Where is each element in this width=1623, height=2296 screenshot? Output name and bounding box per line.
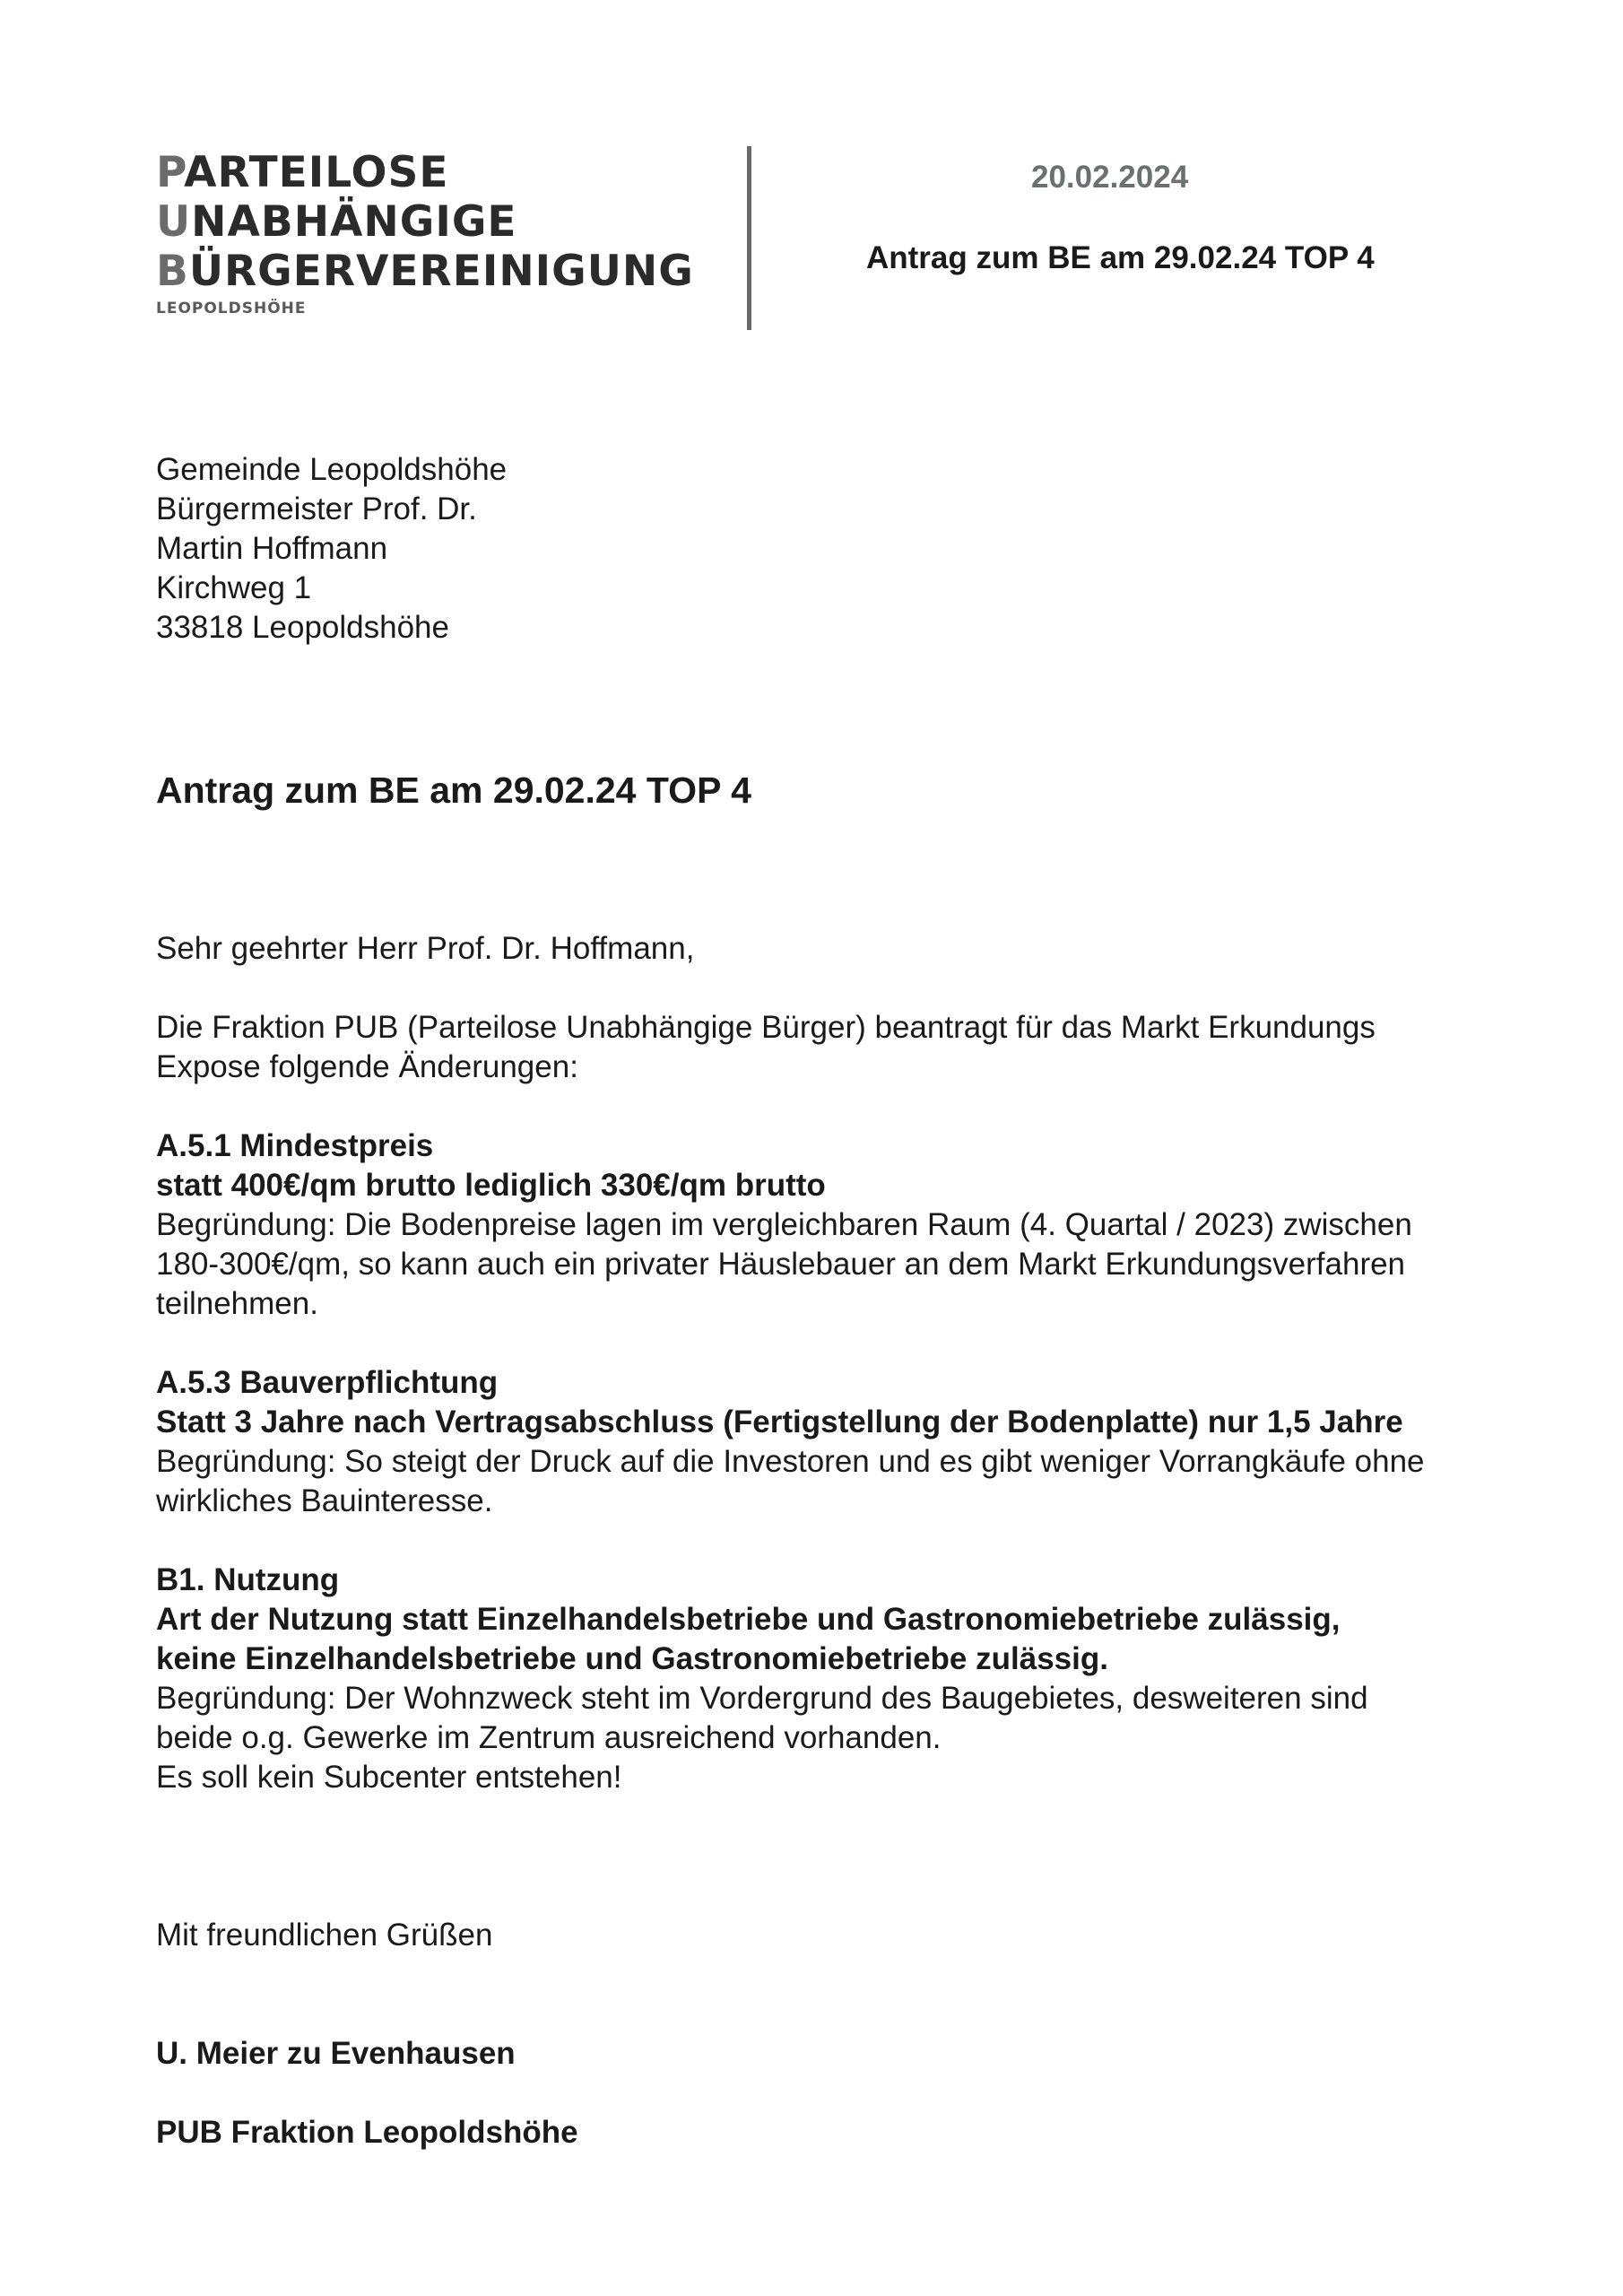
section-reason: Begründung: Der Wohnzweck steht im Vordergrund des Baugebietes, desweiteren sind (156, 1681, 1368, 1716)
section-proposal: keine Einzelhandelsbetriebe und Gastronomiebetriebe zulässig. (156, 1641, 1108, 1676)
section-proposal: statt 400€/qm brutto lediglich 330€/qm brutto (156, 1168, 826, 1203)
section-proposal: Art der Nutzung statt Einzelhandelsbetriebe und Gastronomiebetriebe zulässig, (156, 1602, 1341, 1637)
header-subject: Antrag zum BE am 29.02.24 TOP 4 (866, 240, 1375, 275)
section-heading: B1. Nutzung (156, 1562, 340, 1597)
party-logo (156, 148, 730, 317)
section-reason: Begründung: Die Bodenpreise lagen im vergleichbaren Raum (4. Quartal / 2023) zwischen (156, 1207, 1412, 1242)
section-reason: beide o.g. Gewerke im Zentrum ausreichend vorhanden. (156, 1720, 942, 1755)
logo-subline: LEOPOLDSHÖHE (156, 300, 307, 317)
letter-subject: Antrag zum BE am 29.02.24 TOP 4 (156, 770, 751, 811)
section-reason: Es soll kein Subcenter entstehen! (156, 1760, 622, 1795)
section-reason: 180-300€/qm, so kann auch ein privater Häuslebauer an dem Markt Erkundungsverfahren (156, 1247, 1406, 1282)
recipient-address (156, 450, 507, 648)
section-reason: Begründung: So steigt der Druck auf die Investoren und es gibt weniger Vorrangkäufe ohne (156, 1444, 1425, 1479)
address-line: Kirchweg 1 (156, 570, 312, 605)
address-line: Martin Hoffmann (156, 531, 388, 566)
salutation: Sehr geehrter Herr Prof. Dr. Hoffmann, (156, 931, 695, 966)
address-line: Gemeinde Leopoldshöhe (156, 452, 508, 487)
intro-line: Expose folgende Änderungen: (156, 1049, 578, 1084)
letterhead-divider (747, 146, 751, 330)
section-heading: A.5.1 Mindestpreis (156, 1128, 434, 1163)
letter-date: 20.02.2024 (1031, 160, 1189, 195)
faction-name: PUB Fraktion Leopoldshöhe (156, 2115, 578, 2150)
logo-line-2: UNABHÄNGIGE (156, 197, 517, 247)
section-reason: wirkliches Bauinteresse. (156, 1483, 493, 1518)
letter-body (156, 929, 1501, 1797)
section-proposal: Statt 3 Jahre nach Vertragsabschluss (Fertigstellung der Bodenplatte) nur 1,5 Jahre (156, 1405, 1403, 1439)
address-line: Bürgermeister Prof. Dr. (156, 491, 477, 526)
intro-line: Die Fraktion PUB (Parteilose Unabhängige Bürger) beantragt für das Markt Erkundungs (156, 1010, 1376, 1045)
section-reason: teilnehmen. (156, 1286, 318, 1321)
logo-line-1: PARTEILOSE (156, 148, 449, 197)
address-line: 33818 Leopoldshöhe (156, 610, 449, 645)
section-heading: A.5.3 Bauverpflichtung (156, 1365, 499, 1400)
closing-phrase: Mit freundlichen Grüßen (156, 1918, 493, 1952)
signer-name: U. Meier zu Evenhausen (156, 2036, 516, 2071)
logo-line-3: BÜRGERVEREINIGUNG (156, 247, 694, 296)
